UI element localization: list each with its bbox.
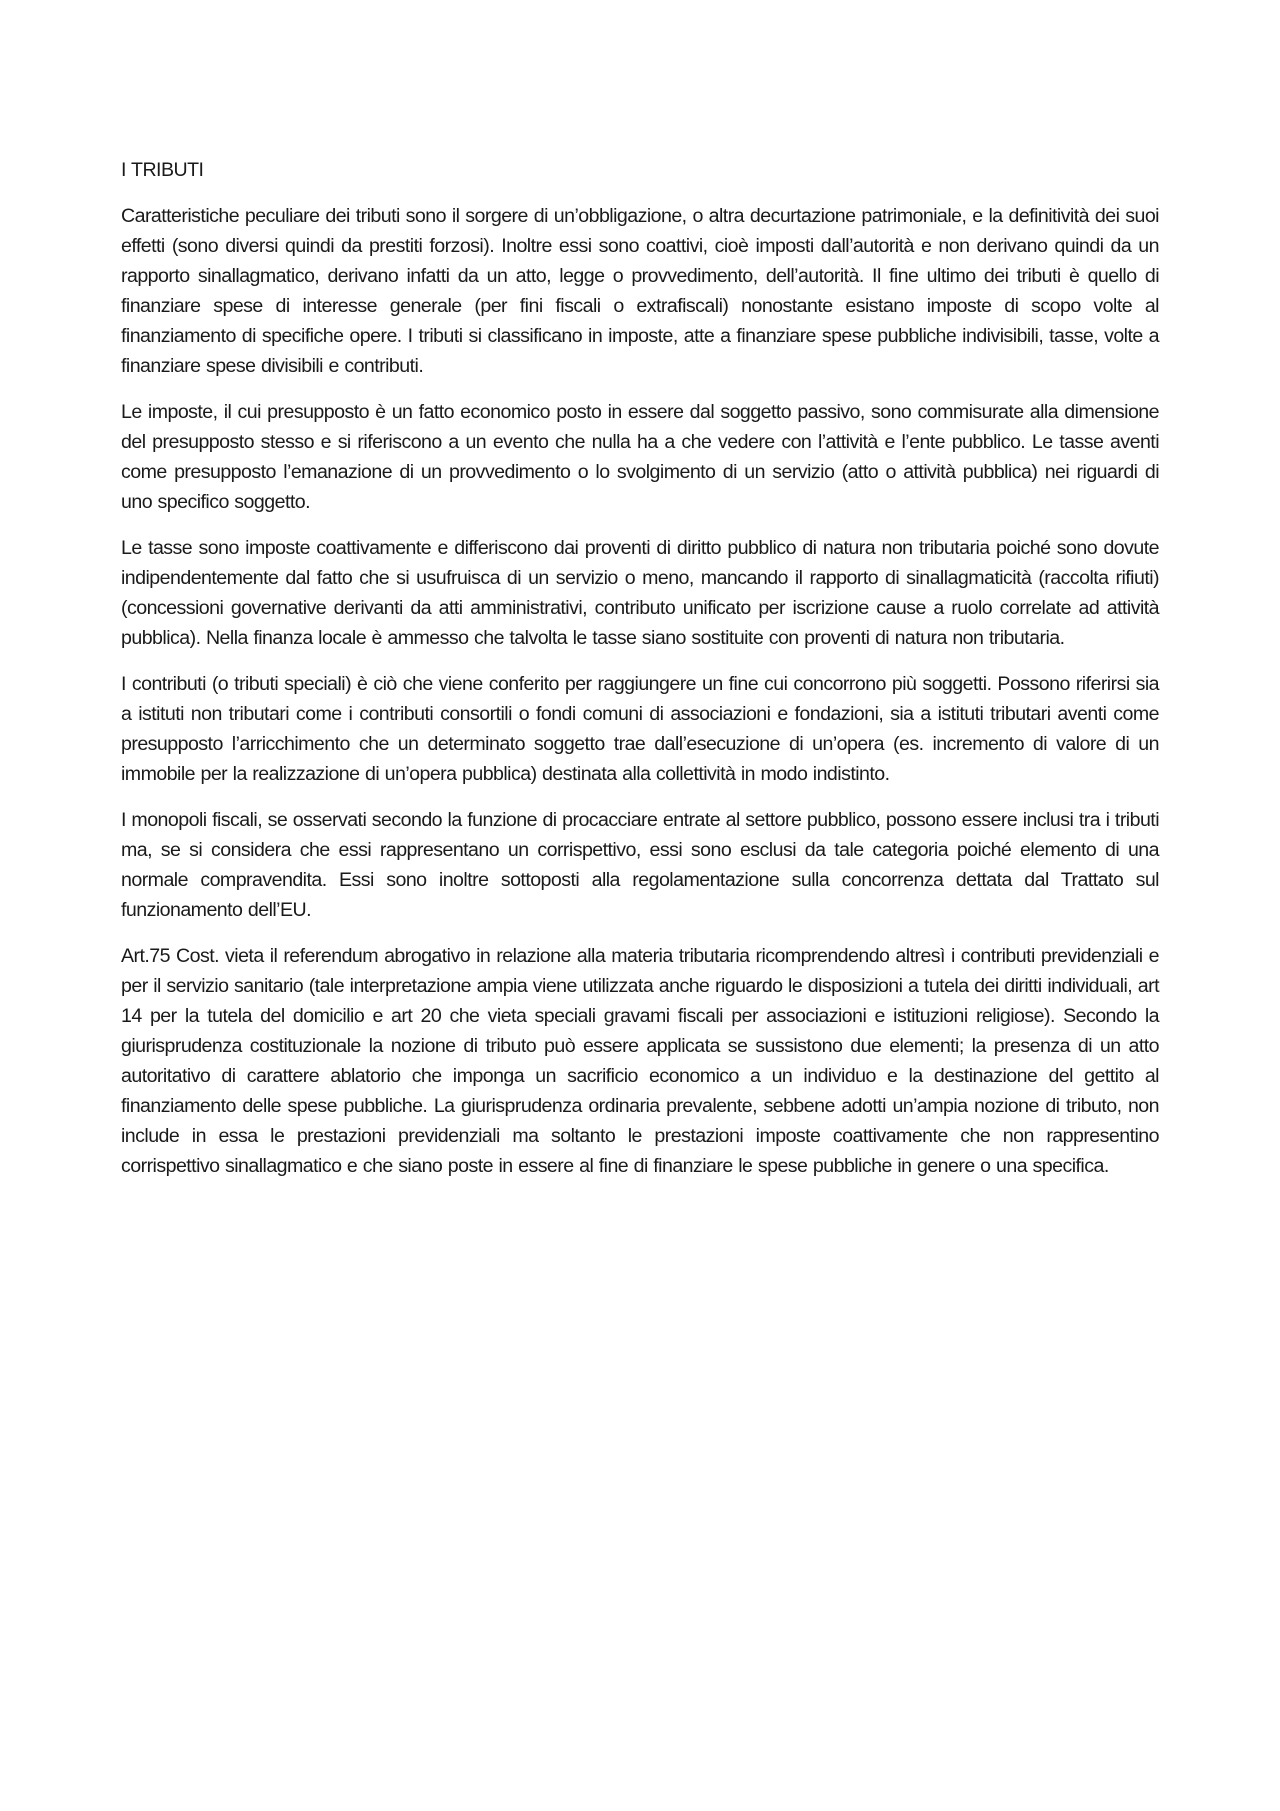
- document-title: I TRIBUTI: [121, 159, 204, 181]
- paragraph-monopoli-fiscali: I monopoli fiscali, se osservati secondo la funzione di procacciare entrate al settore pubblico, possono essere inclusi tra i tributi ma, se si considera che essi rappresentano un corrispettivo, essi sono esclusi da tale categoria poiché elemento di una normale compravendita. Essi sono inoltre sottoposti alla regolamentazione sulla concorrenza dettata dal Trattato sul funzionamento dell’EU.: [121, 808, 1159, 921]
- paragraph-contributi: I contributi (o tributi speciali) è ciò che viene conferito per raggiungere un fine cui concorrono più soggetti. Possono riferirsi sia a istituti non tributari come i contributi consortili o fondi comuni di associazioni e fondazioni, sia a istituti tributari aventi come presupposto l’arricchimento che un determinato soggetto trae dall’esecuzione di un’opera (es. incremento di valore di un immobile per la realizzazione di un’opera pubblica) destinata alla collettività in modo indistinto.: [121, 672, 1159, 786]
- paragraph-art75-cost: Art.75 Cost. vieta il referendum abrogativo in relazione alla materia tributaria ricomprendendo altresì i contributi previdenziali e per il servizio sanitario (tale interpretazione ampia viene utilizzata anche riguardo le disposizioni a tutela dei diritti individuali, art 14 per la tutela del domicilio e art 20 che vieta speciali gravami fiscali per associazioni e istituzioni religiose). Secondo la giurisprudenza costituzionale la nozione di tributo può essere applicata se sussistono due elementi; la presenza di un atto autoritativo di carattere ablatorio che imponga un sacrificio economico a un individuo e la destinazione del gettito al finanziamento delle spese pubbliche. La giurisprudenza ordinaria prevalente, sebbene adotti un’ampia nozione di tributo, non include in essa le prestazioni previdenziali ma soltanto le prestazioni imposte coattivamente che non rappresentino corrispettivo sinallagmatico e che siano poste in essere al fine di finanziare le spese pubbliche in genere o una specifica.: [121, 944, 1159, 1178]
- paragraph-tasse: Le tasse sono imposte coattivamente e differiscono dai proventi di diritto pubblico di natura non tributaria poiché sono dovute indipendentemente dal fatto che si usufruisca di un servizio o meno, mancando il rapporto di sinallagmaticità (raccolta rifiuti) (concessioni governative derivanti da atti amministrativi, contributo unificato per iscrizione cause a ruolo correlate ad attività pubblica). Nella finanza locale è ammesso che talvolta le tasse siano sostituite con proventi di natura non tributaria.: [121, 536, 1159, 650]
- paragraph-imposte: Le imposte, il cui presupposto è un fatto economico posto in essere dal soggetto passivo, sono commisurate alla dimensione del presupposto stesso e si riferiscono a un evento che nulla ha a che vedere con l’attività e l’ente pubblico. Le tasse aventi come presupposto l’emanazione di un provvedimento o lo svolgimento di un servizio (atto o attività pubblica) nei riguardi di uno specifico soggetto.: [121, 401, 1159, 514]
- paragraph-caratteristiche: Caratteristiche peculiare dei tributi sono il sorgere di un’obbligazione, o altra decurtazione patrimoniale, e la definitività dei suoi effetti (sono diversi quindi da prestiti forzosi). Inoltre essi sono coattivi, cioè imposti dall’autorità e non derivano quindi da un rapporto sinallagmatico, derivano infatti da un atto, legge o provvedimento, dell’autorità. Il fine ultimo dei tributi è quello di finanziare spese di interesse generale (per fini fiscali o extrafiscali) nonostante esistano imposte di scopo volte al finanziamento di specifiche opere. I tributi si classificano in imposte, atte a finanziare spese pubbliche indivisibili, tasse, volte a finanziare spese divisibili e contributi.: [121, 205, 1159, 378]
- document-body: [121, 155, 1159, 1197]
